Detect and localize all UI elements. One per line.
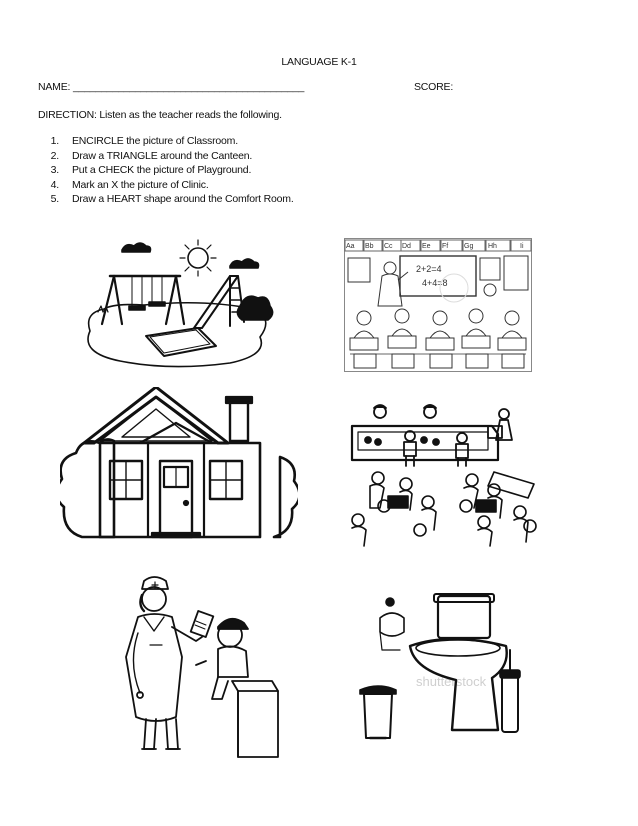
alphabet-card: Cc bbox=[384, 243, 393, 250]
playground-picture[interactable] bbox=[80, 236, 280, 371]
alphabet-card: Gg bbox=[464, 243, 474, 250]
alphabet-card: Bb bbox=[365, 243, 374, 250]
comfort-room-picture[interactable] bbox=[350, 590, 532, 746]
board-equation: 2+2=4 bbox=[416, 264, 442, 274]
score-field: SCORE: bbox=[414, 81, 454, 93]
direction-text: DIRECTION: Listen as the teacher reads the following. bbox=[38, 109, 282, 121]
instruction-item: 2. Draw a TRIANGLE around the Canteen. bbox=[50, 149, 253, 162]
worksheet-title: LANGUAGE K-1 bbox=[281, 56, 357, 68]
instruction-item: 5. Draw a HEART shape around the Comfort Room. bbox=[50, 193, 294, 206]
alphabet-card: Dd bbox=[402, 243, 411, 250]
alphabet-card: Aa bbox=[346, 243, 355, 250]
watermark-text: shutterstock bbox=[416, 674, 487, 689]
alphabet-card: Ee bbox=[422, 243, 431, 250]
instruction-list bbox=[38, 135, 294, 208]
canteen-picture[interactable] bbox=[344, 402, 550, 547]
classroom-picture[interactable] bbox=[344, 238, 532, 372]
house-picture[interactable] bbox=[60, 387, 298, 539]
board-equation: 4+4=8 bbox=[422, 278, 448, 288]
alphabet-card: Ff bbox=[442, 243, 449, 250]
alphabet-card: Ii bbox=[520, 243, 524, 250]
instruction-item: 3. Put a CHECK the picture of Playground. bbox=[50, 164, 252, 177]
alphabet-card: Hh bbox=[488, 243, 497, 250]
instruction-item: 1. ENCIRCLE the picture of Classroom. bbox=[50, 135, 238, 147]
name-field: NAME: _________________________________________ bbox=[38, 81, 305, 93]
instruction-item: 4. Mark an X the picture of Clinic. bbox=[50, 178, 209, 191]
clinic-picture[interactable] bbox=[114, 573, 284, 761]
